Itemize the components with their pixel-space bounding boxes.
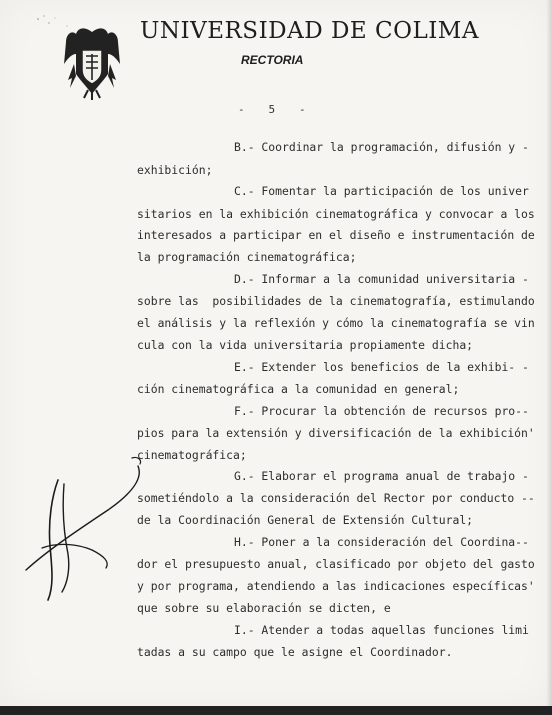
body-line: dor el presupuesto anual, clasificado por objeto del gasto xyxy=(137,557,535,571)
university-name: UNIVERSIDAD DE COLIMA xyxy=(140,18,479,44)
body-line: I.- Atender a todas aquellas funciones limi xyxy=(234,623,529,637)
body-line: de la Coordinación General de Extensión Cultural; xyxy=(137,513,474,527)
body-line: sobre las posibilidades de la cinematografía, estimulando xyxy=(137,294,535,308)
body-line: ción cinematográfica a la comunidad en general; xyxy=(137,382,460,396)
university-crest-icon xyxy=(62,24,122,100)
body-line: que sobre su elaboración se dicten, e xyxy=(137,601,391,615)
body-line: H.- Poner a la consideración del Coordina-- xyxy=(234,535,529,549)
body-line: G.- Elaborar el programa anual de trabajo - xyxy=(234,469,529,483)
scan-bottom-border xyxy=(0,706,552,715)
body-line: cinematográfica; xyxy=(137,448,247,462)
body-line: interesados a participar en el diseño e instrumentación de xyxy=(137,228,535,242)
body-line: sometiéndolo a la consideración del Rector por conducto -- xyxy=(137,491,535,505)
office-name: RECTORIA xyxy=(241,53,304,67)
body-line: D.- Informar a la comunidad universitaria - xyxy=(234,272,529,286)
body-line: tadas a su campo que le asigne el Coordinador. xyxy=(137,645,453,659)
body-line: E.- Extender los beneficios de la exhibi- - xyxy=(234,360,529,374)
page-edge-shadow xyxy=(546,0,552,706)
page-number: - 5 - xyxy=(238,103,307,116)
body-line: B.- Coordinar la programación, difusión y - xyxy=(234,140,529,154)
body-line: C.- Fomentar la participación de los univer xyxy=(234,184,529,198)
body-line: cula con la vida universitaria propiamente dicha; xyxy=(137,338,474,352)
body-line: sitarios en la exhibición cinematográfica y convocar a los xyxy=(137,207,535,221)
body-line: pios para la extensión y diversificación de la exhibición' xyxy=(137,426,535,440)
body-line: F.- Procurar la obtención de recursos pro-- xyxy=(234,404,529,418)
body-line: el análisis y la reflexión y cómo la cinematografía se vin xyxy=(137,316,535,330)
handwritten-signature xyxy=(18,450,168,610)
body-line: exhibición; xyxy=(137,163,213,177)
body-line: la programación cinematográfica; xyxy=(137,250,357,264)
body-line: y por programa, atendiendo a las indicaciones específicas' xyxy=(137,579,535,593)
